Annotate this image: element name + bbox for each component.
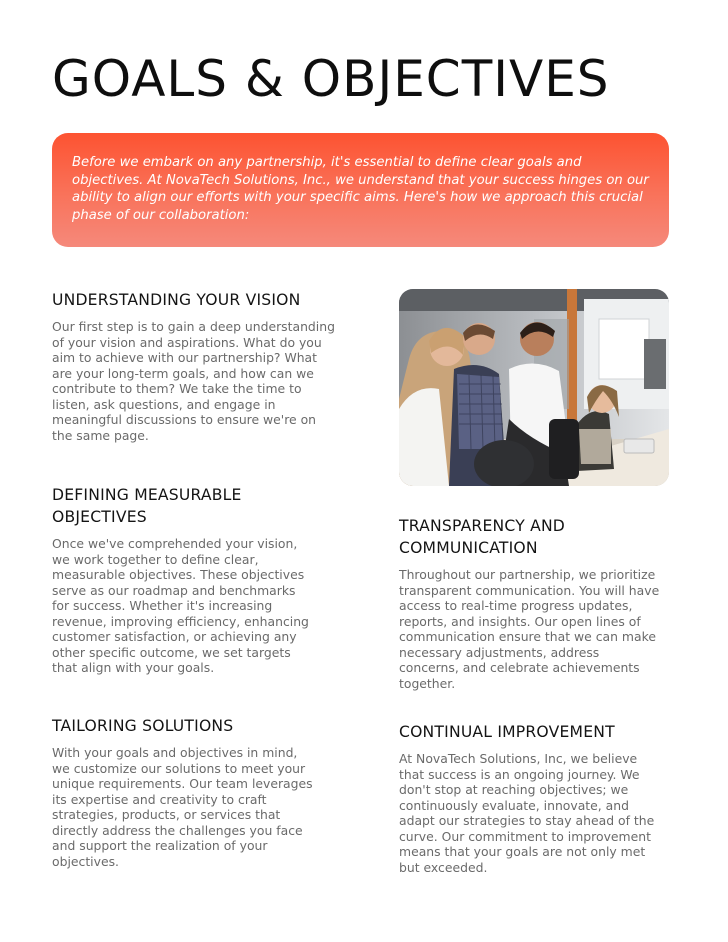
section-body: At NovaTech Solutions, Inc, we believe that success is an ongoing journey. We don't stop at reaching objectives; we continuously evaluate, innovate, and adapt our strategies to stay ahead of the curve. Our commitment to improvement means that your goals are not only met but exceeded. [399,751,655,875]
team-meeting-photo [399,289,669,486]
section-tailoring-solutions [52,715,314,869]
section-body: Once we've comprehended your vision, we work together to define clear, measurable objectives. These objectives serve as our roadmap and benchmarks for success. Whether it's increasing revenue, improving efficiency, enhancing customer satisfaction, or achieving any other specific outcome, we set targets that align with your goals. [52,536,309,675]
section-continual-improvement [399,721,661,875]
section-heading: DEFINING MEASURABLE OBJECTIVES [52,486,242,526]
section-body: Throughout our partnership, we prioritize transparent communication. You will have access to real-time progress updates, reports, and insights. Our open lines of communication ensure that we can make necessary adjustments, address concerns, and celebrate achievements together. [399,567,660,691]
section-transparency [399,515,661,691]
intro-text: Before we embark on any partnership, it's essential to define clear goals and objectives. At NovaTech Solutions, Inc., we understand that your success hinges on our ability to align our efforts with your specific aims. Here's how we approach this crucial phase of our collaboration: [72,155,649,223]
section-heading: TAILORING SOLUTIONS [52,717,234,735]
section-body: With your goals and objectives in mind, we customize our solutions to meet your unique requirements. Our team leverages its expertise and creativity to craft strategies, products, or services that directly address the challenges you face and support the realization of your objectives. [52,745,313,869]
intro-banner [52,133,669,247]
section-measurable-objectives [52,484,314,676]
section-body: Our first step is to gain a deep understanding of your vision and aspirations. What do you aim to achieve with our partnership? What are your long-term goals, and how can we contribute to them? We take the time to listen, ask questions, and engage in meaningful discussions to ensure we're on the same page. [52,319,335,443]
section-heading: UNDERSTANDING YOUR VISION [52,291,301,309]
section-heading: CONTINUAL IMPROVEMENT [399,723,615,741]
section-heading: TRANSPARENCY AND COMMUNICATION [399,517,566,557]
page-title: GOALS & OBJECTIVES [52,50,610,108]
section-understanding-vision [52,289,337,443]
